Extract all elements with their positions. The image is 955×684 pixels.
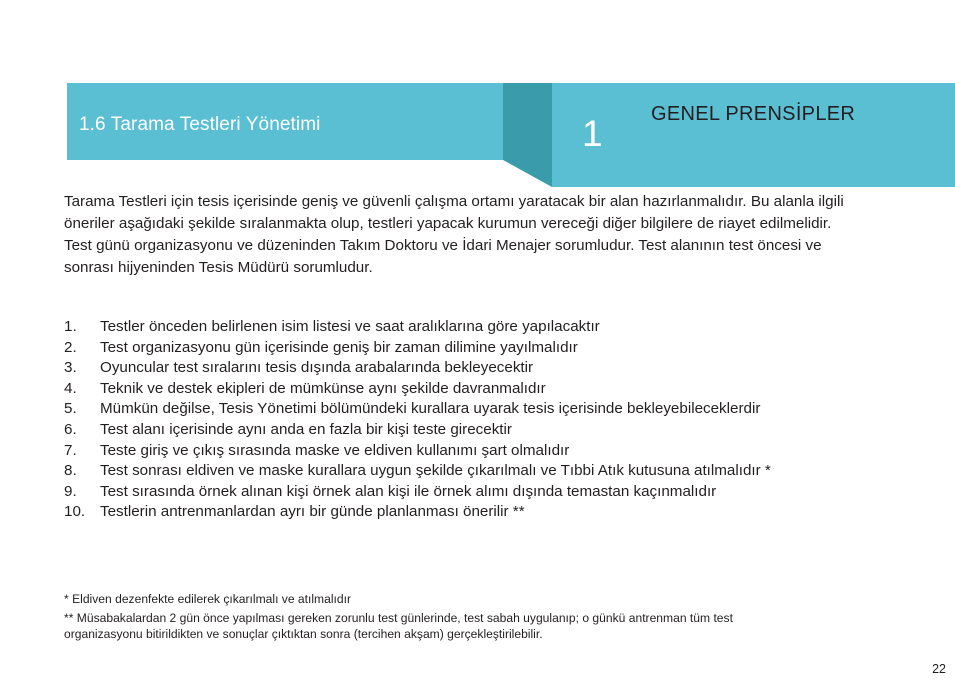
footnote-2 bbox=[64, 610, 934, 642]
footnote-line: ** Müsabakalardan 2 gün önce yapılması gereken zorunlu test günlerinde, test sabah uygulanıp; o günkü antrenman tüm test bbox=[64, 611, 733, 625]
chapter-title: GENEL PRENSİPLER bbox=[651, 103, 856, 125]
list-item-text: Test alanı içerisinde aynı anda en fazla bir kişi teste girecektir bbox=[100, 420, 512, 438]
list-item bbox=[64, 338, 944, 359]
list-item-number: 3. bbox=[64, 359, 77, 377]
list-item-text: Test sonrası eldiven ve maske kurallara uygun şekilde çıkarılmalı ve Tıbbi Atık kutusuna atılmalıdır * bbox=[100, 462, 771, 480]
list-item-text: Oyuncular test sıralarını tesis dışında arabalarında bekleyecektir bbox=[100, 359, 534, 377]
list-item-text: Teknik ve destek ekipleri de mümkünse aynı şekilde davranmalıdır bbox=[100, 379, 546, 397]
list-item bbox=[64, 379, 944, 400]
list-item-text: Testlerin antrenmanlardan ayrı bir günde planlanması önerilir ** bbox=[100, 503, 525, 521]
list-item-number: 9. bbox=[64, 482, 77, 500]
list-item-text: Mümkün değilse, Tesis Yönetimi bölümündeki kurallara uyarak tesis içerisinde bekleyebileceklerdir bbox=[100, 400, 761, 418]
list-item-number: 1. bbox=[64, 318, 77, 335]
list-item bbox=[64, 420, 944, 441]
footnote-line: organizasyonu bitirildikten ve sonuçlar çıktıktan sonra (tercihen akşam) gerçekleştirilebilir. bbox=[64, 627, 543, 641]
list-item-number: 10. bbox=[64, 503, 86, 521]
list-item-text: Teste giriş ve çıkış sırasında maske ve eldiven kullanımı şart olmalıdır bbox=[100, 441, 570, 459]
list-item-number: 4. bbox=[64, 379, 77, 397]
intro-line: Test günü organizasyonu ve düzeninden Takım Doktoru ve İdari Menajer sorumludur. Test alanının test öncesi ve bbox=[64, 237, 822, 254]
list-item-number: 2. bbox=[64, 338, 77, 356]
list-item-text: Test sırasında örnek alınan kişi örnek alan kişi ile örnek alımı dışında temastan kaçınmalıdır bbox=[100, 482, 717, 500]
list-item bbox=[64, 441, 944, 462]
list-item-number: 7. bbox=[64, 441, 77, 459]
chapter-number: 1 bbox=[582, 113, 603, 154]
list-item-text: Testler önceden belirlenen isim listesi ve saat aralıklarına göre yapılacaktır bbox=[100, 318, 600, 335]
list-item bbox=[64, 482, 944, 503]
rules-list bbox=[64, 317, 944, 523]
list-item bbox=[64, 358, 944, 379]
chapter-header-band bbox=[552, 83, 955, 187]
list-item-number: 5. bbox=[64, 400, 77, 418]
header-fold-decoration bbox=[503, 83, 552, 187]
section-title: 1.6 Tarama Testleri Yönetimi bbox=[79, 114, 321, 135]
list-item-number: 8. bbox=[64, 462, 77, 480]
intro-line: Tarama Testleri için tesis içerisinde geniş ve güvenli çalışma ortamı yaratacak bir alan hazırlanmalıdır. Bu alanla ilgili bbox=[64, 193, 844, 210]
footnote-1: * Eldiven dezenfekte edilerek çıkarılmalı ve atılmalıdır bbox=[64, 592, 352, 606]
list-item bbox=[64, 317, 944, 338]
list-item bbox=[64, 502, 944, 523]
list-item-number: 6. bbox=[64, 420, 77, 438]
page-number: 22 bbox=[932, 662, 946, 676]
intro-line: öneriler aşağıdaki şekilde sıralanmakta olup, testleri yapacak kurumun vereceği diğer bilgilere de riayet edilmelidir. bbox=[64, 215, 832, 232]
list-item-text: Test organizasyonu gün içerisinde geniş bir zaman dilimine yayılmalıdır bbox=[100, 338, 578, 356]
list-item bbox=[64, 461, 944, 482]
intro-line: sonrası hijyeninden Tesis Müdürü sorumludur. bbox=[64, 259, 373, 276]
footnotes bbox=[64, 591, 934, 642]
list-item bbox=[64, 399, 944, 420]
intro-paragraph bbox=[64, 191, 954, 279]
